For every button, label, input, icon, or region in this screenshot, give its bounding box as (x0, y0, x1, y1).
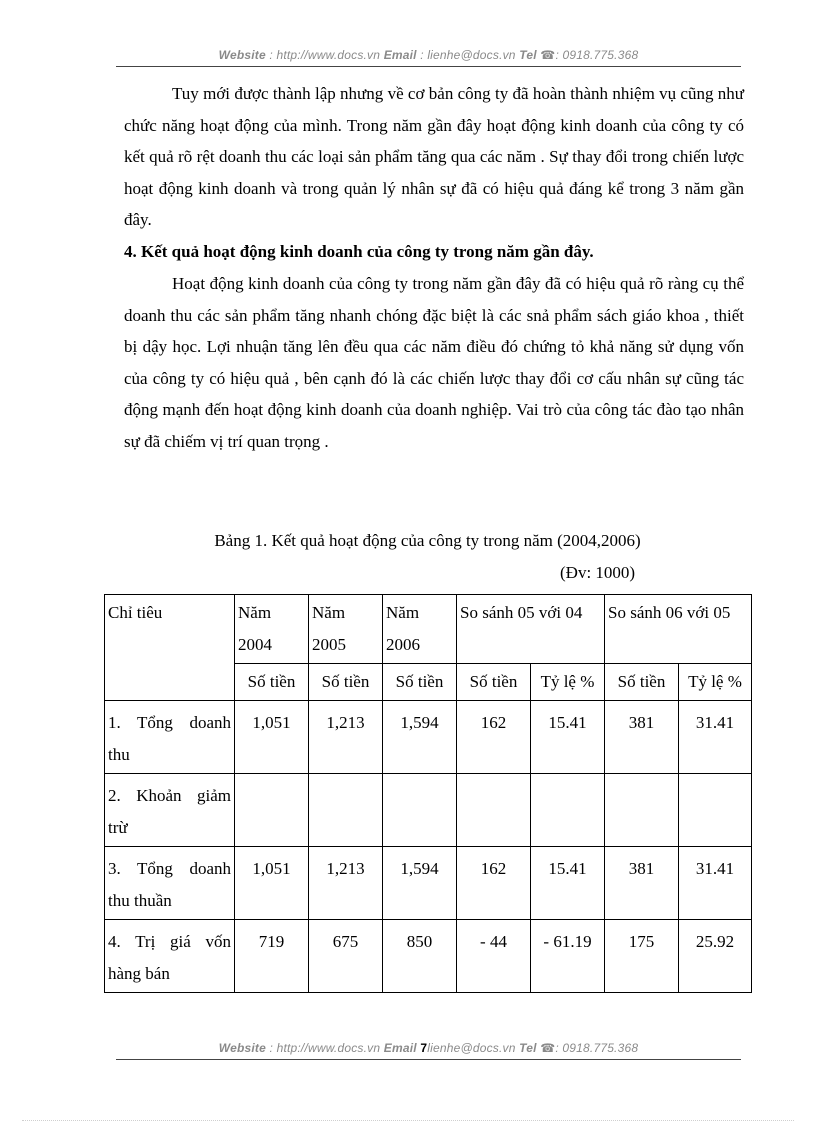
footer-rule (116, 1059, 741, 1060)
footer-website-value: : http://www.docs.vn (269, 1041, 381, 1055)
table-cell (679, 774, 752, 847)
row-label: 3. Tổng doanh thu thuần (105, 847, 235, 920)
telephone-icon: ☎ (540, 48, 556, 62)
telephone-icon: ☎ (540, 1041, 556, 1055)
table-cell: 31.41 (679, 847, 752, 920)
subheader-cell: Số tiền (235, 664, 309, 701)
table-cell: 25.92 (679, 920, 752, 993)
header-year-2004: Năm 2004 (235, 595, 309, 664)
table-cell: 1,594 (383, 701, 457, 774)
table-cell: 1,051 (235, 701, 309, 774)
footer-email-label: Email (383, 1041, 417, 1055)
subheader-cell: Tỷ lệ % (531, 664, 605, 701)
subheader-cell: Số tiền (309, 664, 383, 701)
table-row (105, 920, 752, 993)
header-tel-value: : 0918.775.368 (555, 48, 639, 62)
table-cell: 719 (235, 920, 309, 993)
table-cell (383, 774, 457, 847)
footer-tel-label: Tel (519, 1041, 537, 1055)
row-label: 1. Tổng doanh thu (105, 701, 235, 774)
footer-email-value: lienhe@docs.vn (427, 1041, 516, 1055)
header-website-label: Website (218, 48, 266, 62)
table-cell: 1,051 (235, 847, 309, 920)
page-header (116, 48, 741, 62)
table-cell: 15.41 (531, 847, 605, 920)
table-cell: 850 (383, 920, 457, 993)
table-row (105, 847, 752, 920)
paragraph-1 (124, 78, 744, 236)
header-website-value: : http://www.docs.vn (269, 48, 381, 62)
header-year-2006: Năm 2006 (383, 595, 457, 664)
table-cell: 675 (309, 920, 383, 993)
header-tel-label: Tel (519, 48, 537, 62)
table-cell: 381 (605, 847, 679, 920)
header-criteria: Chỉ tiêu (105, 595, 235, 701)
table-row (105, 701, 752, 774)
table-cell: - 44 (457, 920, 531, 993)
paragraph-1-text: Tuy mới được thành lập nhưng về cơ bản công ty đã hoàn thành nhiệm vụ cũng như chức năng hoạt động của mình. Trong năm gần đây hoạt động kinh doanh của công ty có kết quả rõ rệt doanh thu các loại sản phẩm tăng qua các năm . Sự thay đổi trong chiến lược hoạt động kinh doanh và trong quản lý nhân sự đã có hiệu quả đáng kể trong 3 năm gần đây. (124, 84, 744, 230)
table-cell (605, 774, 679, 847)
table-cell (457, 774, 531, 847)
page-footer (116, 1041, 741, 1055)
table-cell (531, 774, 605, 847)
table-unit: (Đv: 1000) (560, 563, 636, 582)
header-email-label: Email (383, 48, 417, 62)
table-cell: 15.41 (531, 701, 605, 774)
header-year-2005: Năm 2005 (309, 595, 383, 664)
table-cell: 1,594 (383, 847, 457, 920)
paragraph-2-text: Hoạt động kinh doanh của công ty trong năm gần đây đã có hiệu quả rõ ràng cụ thể doanh thu các sản phẩm tăng nhanh chóng đặc biệt là các snả phẩm sách giáo khoa , thiết bị dậy học. Lợi nhuận tăng lên đều qua các năm điều đó chứng tỏ khả năng sử dụng vốn của công ty có hiệu quả , bên cạnh đó là các chiến lược thay đổi cơ cấu nhân sự cũng tác động mạnh đến hoạt động kinh doanh của doanh nghiệp. Vai trò của công tác đào tạo nhân sự đã chiếm vị trí quan trọng . (124, 274, 744, 451)
section-heading-text: 4. Kết quả hoạt động kinh doanh của công ty trong năm gần đây. (124, 242, 594, 261)
subheader-cell: Số tiền (383, 664, 457, 701)
subheader-cell: Tỷ lệ % (679, 664, 752, 701)
table-cell: 1,213 (309, 847, 383, 920)
row-label: 4. Trị giá vốn hàng bán (105, 920, 235, 993)
table-cell: 31.41 (679, 701, 752, 774)
subheader-cell: Số tiền (457, 664, 531, 701)
table-cell: 381 (605, 701, 679, 774)
header-rule (116, 66, 741, 67)
table-cell: 175 (605, 920, 679, 993)
results-table (104, 594, 752, 993)
footer-website-label: Website (218, 1041, 266, 1055)
table-cell: 162 (457, 701, 531, 774)
table-cell: - 61.19 (531, 920, 605, 993)
table-row (105, 774, 752, 847)
subheader-cell: Số tiền (605, 664, 679, 701)
header-compare-06-05: So sánh 06 với 05 (605, 595, 752, 664)
header-email-value: : lienhe@docs.vn (420, 48, 516, 62)
paragraph-2 (124, 268, 744, 458)
table-header-row (105, 595, 752, 664)
table-cell: 1,213 (309, 701, 383, 774)
section-heading (124, 236, 744, 268)
page-edge-divider (22, 1120, 794, 1121)
header-compare-05-04: So sánh 05 với 04 (457, 595, 605, 664)
table-cell (235, 774, 309, 847)
page-number: 7 (420, 1041, 428, 1055)
table-cell (309, 774, 383, 847)
table-caption: Bảng 1. Kết quả hoạt động của công ty trong năm (2004,2006) (214, 531, 641, 550)
table-cell: 162 (457, 847, 531, 920)
row-label: 2. Khoản giảm trừ (105, 774, 235, 847)
footer-tel-value: : 0918.775.368 (555, 1041, 639, 1055)
